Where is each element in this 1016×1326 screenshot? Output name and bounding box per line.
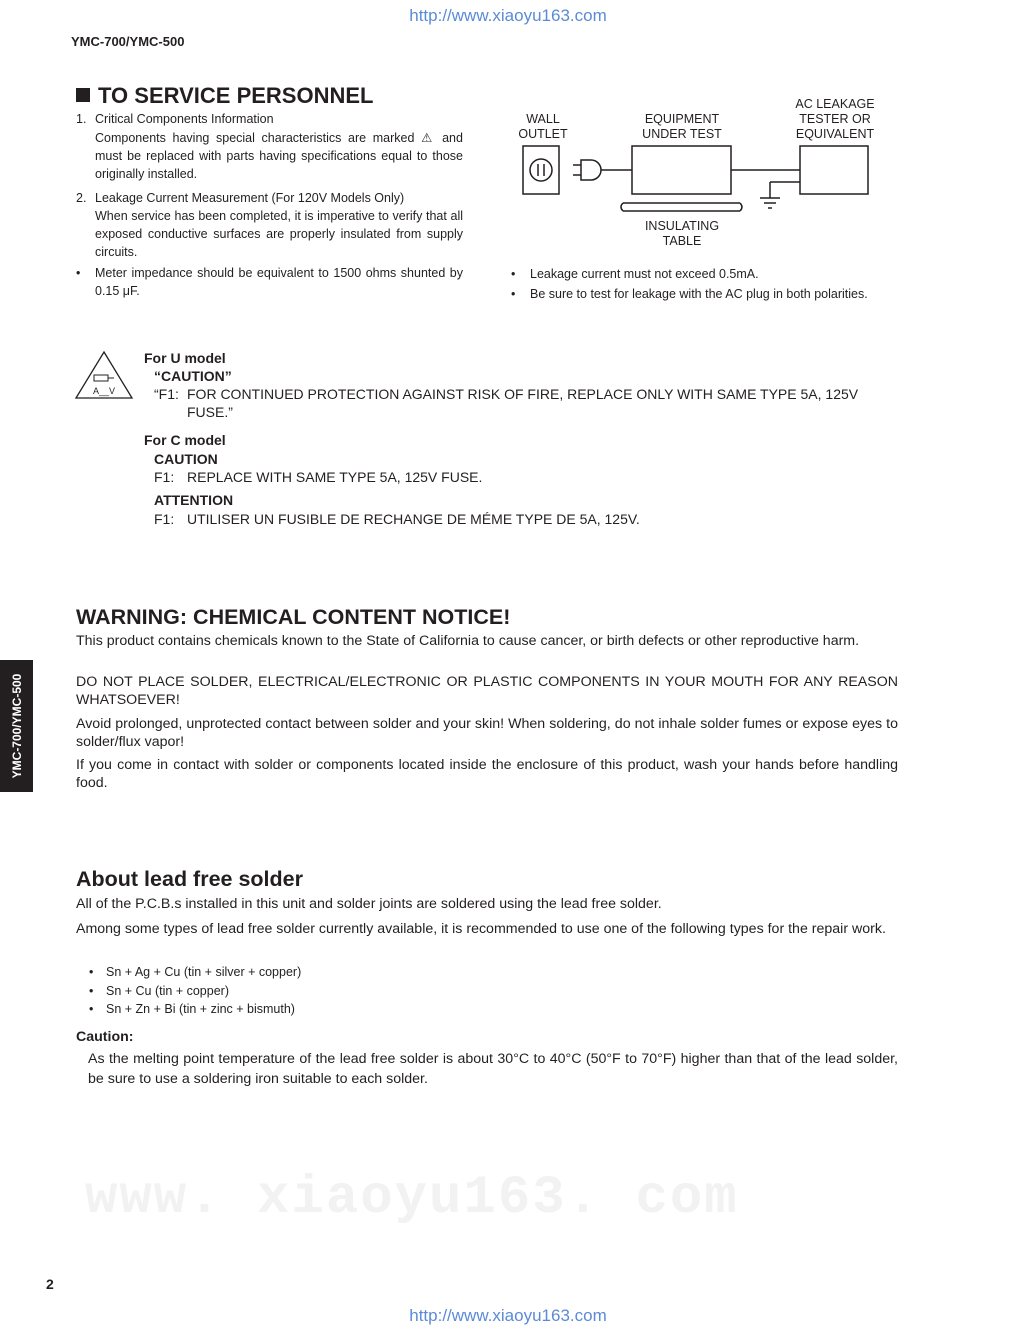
item-2-body: When service has been completed, it is imperative to verify that all exposed conductive surfaces are properly insulated from supply circuits.	[95, 209, 463, 259]
c-model-attention-text: UTILISER UN FUSIBLE DE RECHANGE DE MÉME TYPE DE 5A, 125V.	[187, 511, 640, 527]
item-1-body-pre: Components having special characteristics are marked	[95, 131, 415, 145]
item-1-body-post: and must be replaced with parts having specifications equal to those originally installed.	[95, 131, 463, 181]
plug-icon	[573, 160, 601, 180]
bullet-dot: •	[511, 287, 516, 301]
square-bullet-icon	[76, 88, 90, 102]
c-model-heading: For C model	[144, 432, 226, 448]
bullet-dot: •	[89, 965, 94, 979]
c-model-attention-label: ATTENTION	[154, 492, 234, 508]
watermark: www. xiaoyu163. com	[85, 1168, 739, 1229]
chemical-para-4: If you come in contact with solder or components located inside the enclosure of this product, wash your hands before handling food.	[76, 757, 898, 791]
chemical-title: WARNING: CHEMICAL CONTENT NOTICE!	[76, 605, 511, 629]
leakage-bullet-1	[511, 265, 911, 283]
model-header: YMC-700/YMC-500	[71, 34, 185, 49]
insulating-table-icon	[621, 203, 742, 211]
leakage-bullet-1-text: Leakage current must not exceed 0.5mA.	[530, 267, 759, 281]
item-2-heading: Leakage Current Measurement (For 120V Models Only)	[95, 191, 405, 205]
ground-icon	[760, 198, 780, 208]
lead-title: About lead free solder	[76, 867, 303, 891]
bullet-dot: •	[89, 1002, 94, 1016]
solder-type-3: Sn + Zn + Bi (tin + zinc + bismuth)	[106, 1002, 295, 1016]
wall-outlet-label: WALL OUTLET	[518, 112, 568, 141]
item-2-num: 2.	[76, 191, 87, 205]
c-model-attention-prefix: F1:	[154, 511, 175, 527]
chemical-para-2: DO NOT PLACE SOLDER, ELECTRICAL/ELECTRONIC OR PLASTIC COMPONENTS IN YOUR MOUTH FOR ANY REASON WHATSOEVER!	[76, 674, 898, 708]
solder-type-1: Sn + Ag + Cu (tin + silver + copper)	[106, 965, 302, 979]
lead-caution-text: As the melting point temperature of the lead free solder is about 30°C to 40°C (50°F to 70°F) higher than that of the lead solder, be sure to use a soldering iron suitable to each solder.	[88, 1051, 898, 1087]
c-model-caution-label: CAUTION	[154, 451, 218, 467]
table-label: INSULATING TABLE	[644, 219, 720, 248]
c-model-caution-text: REPLACE WITH SAME TYPE 5A, 125V FUSE.	[187, 469, 483, 485]
list-item	[89, 963, 301, 982]
list-item	[89, 982, 301, 1001]
service-title	[76, 83, 373, 109]
tester-box	[800, 146, 868, 194]
tester-label: AC LEAKAGE TESTER OR EQUIVALENT	[795, 97, 875, 141]
meter-bullet-text: Meter impedance should be equivalent to 1500 ohms shunted by 0.15 μF.	[95, 266, 463, 298]
lead-para-2: Among some types of lead free solder currently available, it is recommended to use one of the following types for the repair work.	[76, 921, 886, 937]
fuse-rating-text: A__V	[92, 386, 116, 396]
chemical-para-1: This product contains chemicals known to the State of California to cause cancer, or birth defects or other reproductive harm.	[76, 633, 860, 649]
fuse-warning-icon	[74, 350, 134, 400]
bullet-dot: •	[511, 267, 516, 281]
equipment-label: EQUIPMENT UNDER TEST	[642, 112, 722, 141]
list-item	[89, 1000, 301, 1019]
c-model-caution-prefix: F1:	[154, 469, 175, 485]
u-model-prefix: “F1:	[154, 386, 179, 402]
equipment-box	[632, 146, 731, 194]
chemical-para-3: Avoid prolonged, unprotected contact between solder and your skin! When soldering, do not inhale solder fumes or expose eyes to solder/flux vapor!	[76, 716, 898, 750]
leakage-bullet-2	[511, 285, 911, 303]
item-1-num: 1.	[76, 112, 87, 126]
meter-bullet	[76, 264, 463, 300]
side-tab	[0, 660, 33, 792]
leakage-bullet-2-text: Be sure to test for leakage with the AC plug in both polarities.	[530, 287, 868, 301]
side-tab-label: YMC-700/YMC-500	[9, 673, 24, 779]
outlet-socket-icon	[530, 159, 552, 181]
bullet-dot: •	[76, 266, 81, 280]
url-bottom[interactable]: http://www.xiaoyu163.com	[409, 1306, 607, 1325]
leakage-diagram	[515, 140, 890, 220]
solder-type-2: Sn + Cu (tin + copper)	[106, 983, 229, 998]
u-model-text: FOR CONTINUED PROTECTION AGAINST RISK OF FIRE, REPLACE ONLY WITH SAME TYPE 5A, 125V FUSE.”	[187, 386, 859, 420]
solder-type-list	[89, 963, 301, 1019]
wall-outlet-box	[523, 146, 559, 194]
warning-triangle-icon: ⚠	[421, 131, 436, 145]
lead-para-1: All of the P.C.B.s installed in this unit and solder joints are soldered using the lead free solder.	[76, 896, 662, 912]
u-model-caution-label: “CAUTION”	[154, 368, 232, 384]
u-model-heading: For U model	[144, 350, 226, 366]
bullet-dot: •	[89, 983, 94, 998]
url-top[interactable]: http://www.xiaoyu163.com	[409, 6, 607, 25]
item-1-heading: Critical Components Information	[95, 112, 274, 126]
lead-caution-heading: Caution:	[76, 1029, 134, 1045]
item-1-body	[95, 129, 463, 183]
page-number: 2	[46, 1276, 54, 1292]
service-title-text: TO SERVICE PERSONNEL	[98, 83, 374, 108]
